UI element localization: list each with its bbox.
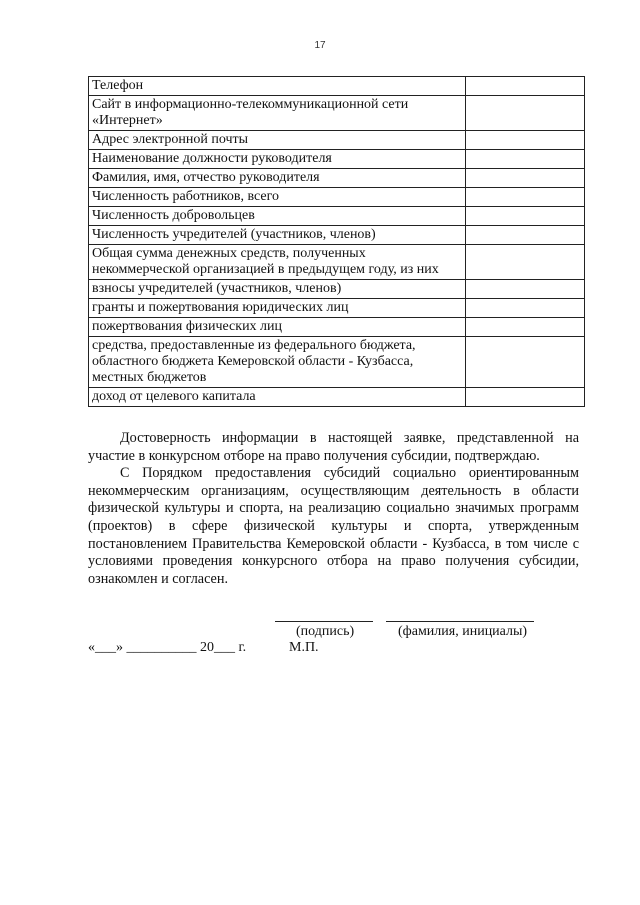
table-row: [89, 337, 585, 388]
row-label: Численность добровольцев: [89, 207, 466, 226]
row-label: Общая сумма денежных средств, полученных некоммерческой организацией в предыдущем году, из них: [89, 245, 466, 280]
table-row: [89, 77, 585, 96]
row-value-cell[interactable]: [466, 131, 585, 150]
row-label: Сайт в информационно-телекоммуникационной сети «Интернет»: [89, 96, 466, 131]
table-row: [89, 207, 585, 226]
row-value-cell[interactable]: [466, 207, 585, 226]
signature-label: (подпись): [296, 624, 355, 639]
table-row: [89, 280, 585, 299]
row-label: Наименование должности руководителя: [89, 150, 466, 169]
accuracy-paragraph: Достоверность информации в настоящей заявке, представленной на участие в конкурсном отборе на право получения субсидии, подтверждаю.: [88, 430, 579, 464]
row-value-cell[interactable]: [466, 150, 585, 169]
date-year-suffix: г.: [238, 640, 247, 655]
row-label: средства, предоставленные из федерального бюджета, областного бюджета Кемеровской области - Кузбасса, местных бюджетов: [89, 337, 466, 388]
signature-line: [275, 621, 373, 622]
row-value-cell[interactable]: [466, 96, 585, 131]
row-label: взносы учредителей (участников, членов): [89, 280, 466, 299]
date-day-blank: «___»: [88, 640, 123, 655]
row-value-cell[interactable]: [466, 299, 585, 318]
row-label: Численность работников, всего: [89, 188, 466, 207]
table-row: [89, 169, 585, 188]
row-value-cell[interactable]: [466, 280, 585, 299]
stamp-label: М.П.: [289, 640, 319, 655]
table-row: [89, 96, 585, 131]
table-row: [89, 245, 585, 280]
table-row: [89, 150, 585, 169]
row-value-cell[interactable]: [466, 245, 585, 280]
row-label: пожертвования физических лиц: [89, 318, 466, 337]
table-body: [89, 77, 585, 407]
row-value-cell[interactable]: [466, 337, 585, 388]
table-row: [89, 226, 585, 245]
table-row: [89, 318, 585, 337]
table-row: [89, 188, 585, 207]
row-value-cell[interactable]: [466, 388, 585, 407]
date-month-blank: __________: [126, 640, 197, 655]
row-label: гранты и пожертвования юридических лиц: [89, 299, 466, 318]
confirmation-statement: [88, 430, 579, 588]
table-row: [89, 299, 585, 318]
row-value-cell[interactable]: [466, 188, 585, 207]
table-row: [89, 388, 585, 407]
row-value-cell[interactable]: [466, 318, 585, 337]
row-label: доход от целевого капитала: [89, 388, 466, 407]
page-number: 17: [314, 40, 326, 51]
name-label: (фамилия, инициалы): [398, 624, 528, 639]
procedure-agreement-paragraph: С Порядком предоставления субсидий социально ориентированным некоммерческим организациям, осуществляющим деятельность в области физической культуры и спорта, на реализацию социально значимых программ (проектов) в сфере физической культуры и спорта, утвержденным постановлением Правительства Кемеровской области - Кузбасса, в том числе с условиями проведения конкурсного отбора на право получения субсидии, ознакомлен и согласен.: [88, 465, 579, 587]
row-label: Телефон: [89, 77, 466, 96]
row-label: Адрес электронной почты: [89, 131, 466, 150]
date-year-blank: 20___: [200, 640, 235, 655]
row-label: Численность учредителей (участников, членов): [89, 226, 466, 245]
row-label: Фамилия, имя, отчество руководителя: [89, 169, 466, 188]
row-value-cell[interactable]: [466, 77, 585, 96]
row-value-cell[interactable]: [466, 169, 585, 188]
name-line: [386, 621, 534, 622]
organization-info-table: [88, 76, 585, 407]
table-row: [89, 131, 585, 150]
row-value-cell[interactable]: [466, 226, 585, 245]
date-row: [88, 640, 246, 656]
